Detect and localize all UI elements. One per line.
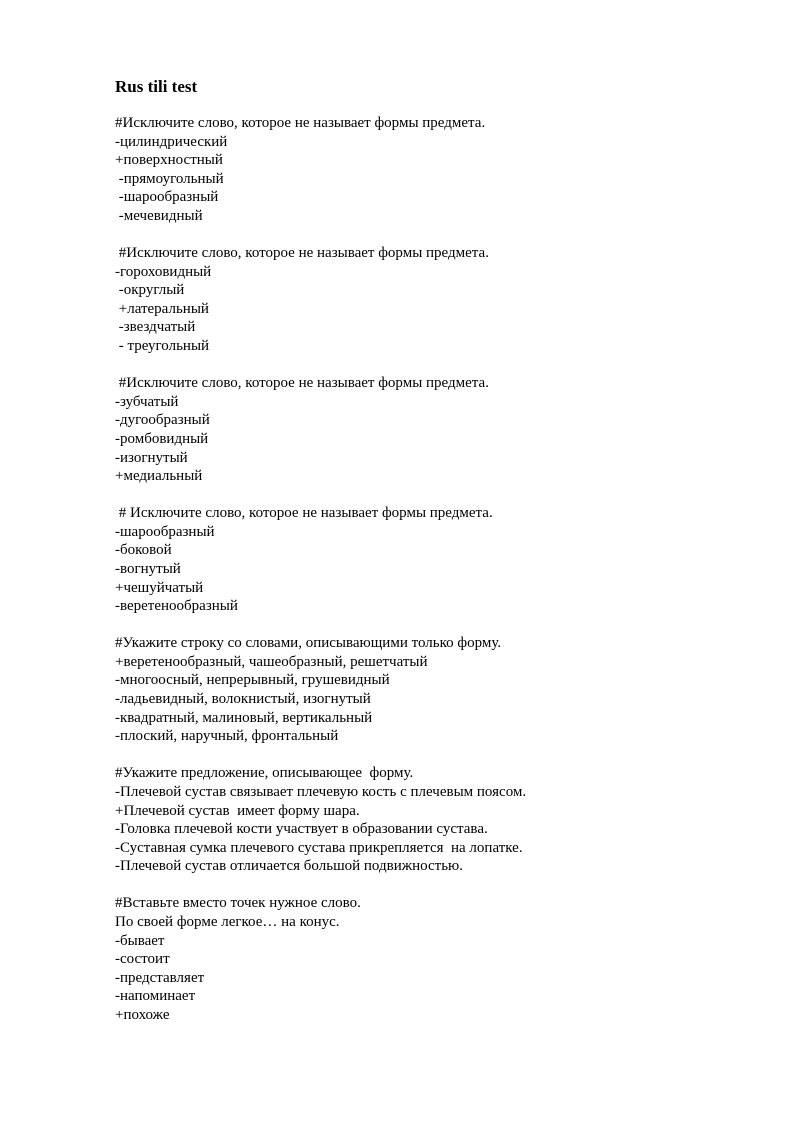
answer-option: +медиальный	[115, 468, 203, 485]
answer-option: +латеральный	[115, 300, 209, 317]
question-text: #Укажите предложение, описывающее форму.	[115, 765, 414, 782]
answer-option: -шарообразный	[115, 189, 219, 206]
answer-option: -ромбовидный	[115, 430, 209, 447]
answer-option: +Плечевой сустав имеет форму шара.	[115, 802, 360, 819]
answer-option: -напоминает	[115, 988, 196, 1005]
question-text: # Исключите слово, которое не называет формы предмета.	[115, 505, 493, 522]
answer-option: -изогнутый	[115, 449, 188, 466]
answer-option: -мечевидный	[115, 207, 203, 224]
question-block-6	[115, 764, 755, 876]
answer-option: -округлый	[115, 282, 185, 299]
answer-option: -прямоугольный	[115, 170, 224, 187]
document-page	[115, 76, 755, 1043]
question-block-2	[115, 244, 755, 356]
answer-option: -состоит	[115, 951, 170, 968]
answer-option: -вогнутый	[115, 560, 181, 577]
answer-option: -многоосный, непрерывный, грушевидный	[115, 672, 390, 689]
question-text: #Исключите слово, которое не называет формы предмета.	[115, 375, 489, 392]
question-block-1	[115, 114, 755, 226]
answer-option: -боковой	[115, 542, 172, 559]
question-block-3	[115, 374, 755, 486]
answer-option: -шарообразный	[115, 523, 215, 540]
answer-option: -плоский, наручный, фронтальный	[115, 728, 339, 745]
answer-option: -Головка плечевой кости участвует в образовании сустава.	[115, 821, 488, 838]
answer-option: -Плечевой сустав связывает плечевую кость с плечевым поясом.	[115, 783, 527, 800]
question-text: #Вставьте вместо точек нужное слово.	[115, 895, 361, 912]
answer-option: -Плечевой сустав отличается большой подвижностью.	[115, 858, 464, 875]
answer-option: -бывает	[115, 932, 165, 949]
question-text: #Укажите строку со словами, описывающими только форму.	[115, 635, 502, 652]
answer-option: -дугообразный	[115, 412, 210, 429]
answer-option: -веретенообразный	[115, 598, 238, 615]
question-block-4	[115, 504, 755, 616]
question-text: #Исключите слово, которое не называет формы предмета.	[115, 245, 489, 262]
answer-option: -ладьевидный, волокнистый, изогнутый	[115, 691, 371, 708]
answer-option: -квадратный, малиновый, вертикальный	[115, 709, 373, 726]
answer-option: -гороховидный	[115, 263, 212, 280]
question-block-7	[115, 894, 755, 1024]
answer-option: +поверхностный	[115, 152, 223, 169]
answer-option: +веретенообразный, чашеобразный, решетчатый	[115, 653, 428, 670]
answer-option: -цилиндрический	[115, 133, 228, 150]
answer-option: -зубчатый	[115, 393, 179, 410]
answer-option: - треугольный	[115, 338, 210, 355]
answer-option: -Суставная сумка плечевого сустава прикрепляется на лопатке.	[115, 839, 523, 856]
question-prompt: По своей форме легкое… на конус.	[115, 913, 340, 930]
answer-option: +похоже	[115, 1006, 170, 1023]
answer-option: +чешуйчатый	[115, 579, 204, 596]
question-text: #Исключите слово, которое не называет формы предмета.	[115, 115, 486, 131]
question-block-5	[115, 634, 755, 746]
answer-option: -представляет	[115, 969, 205, 986]
document-title: Rus tili test	[115, 77, 198, 96]
answer-option: -звездчатый	[115, 319, 196, 336]
